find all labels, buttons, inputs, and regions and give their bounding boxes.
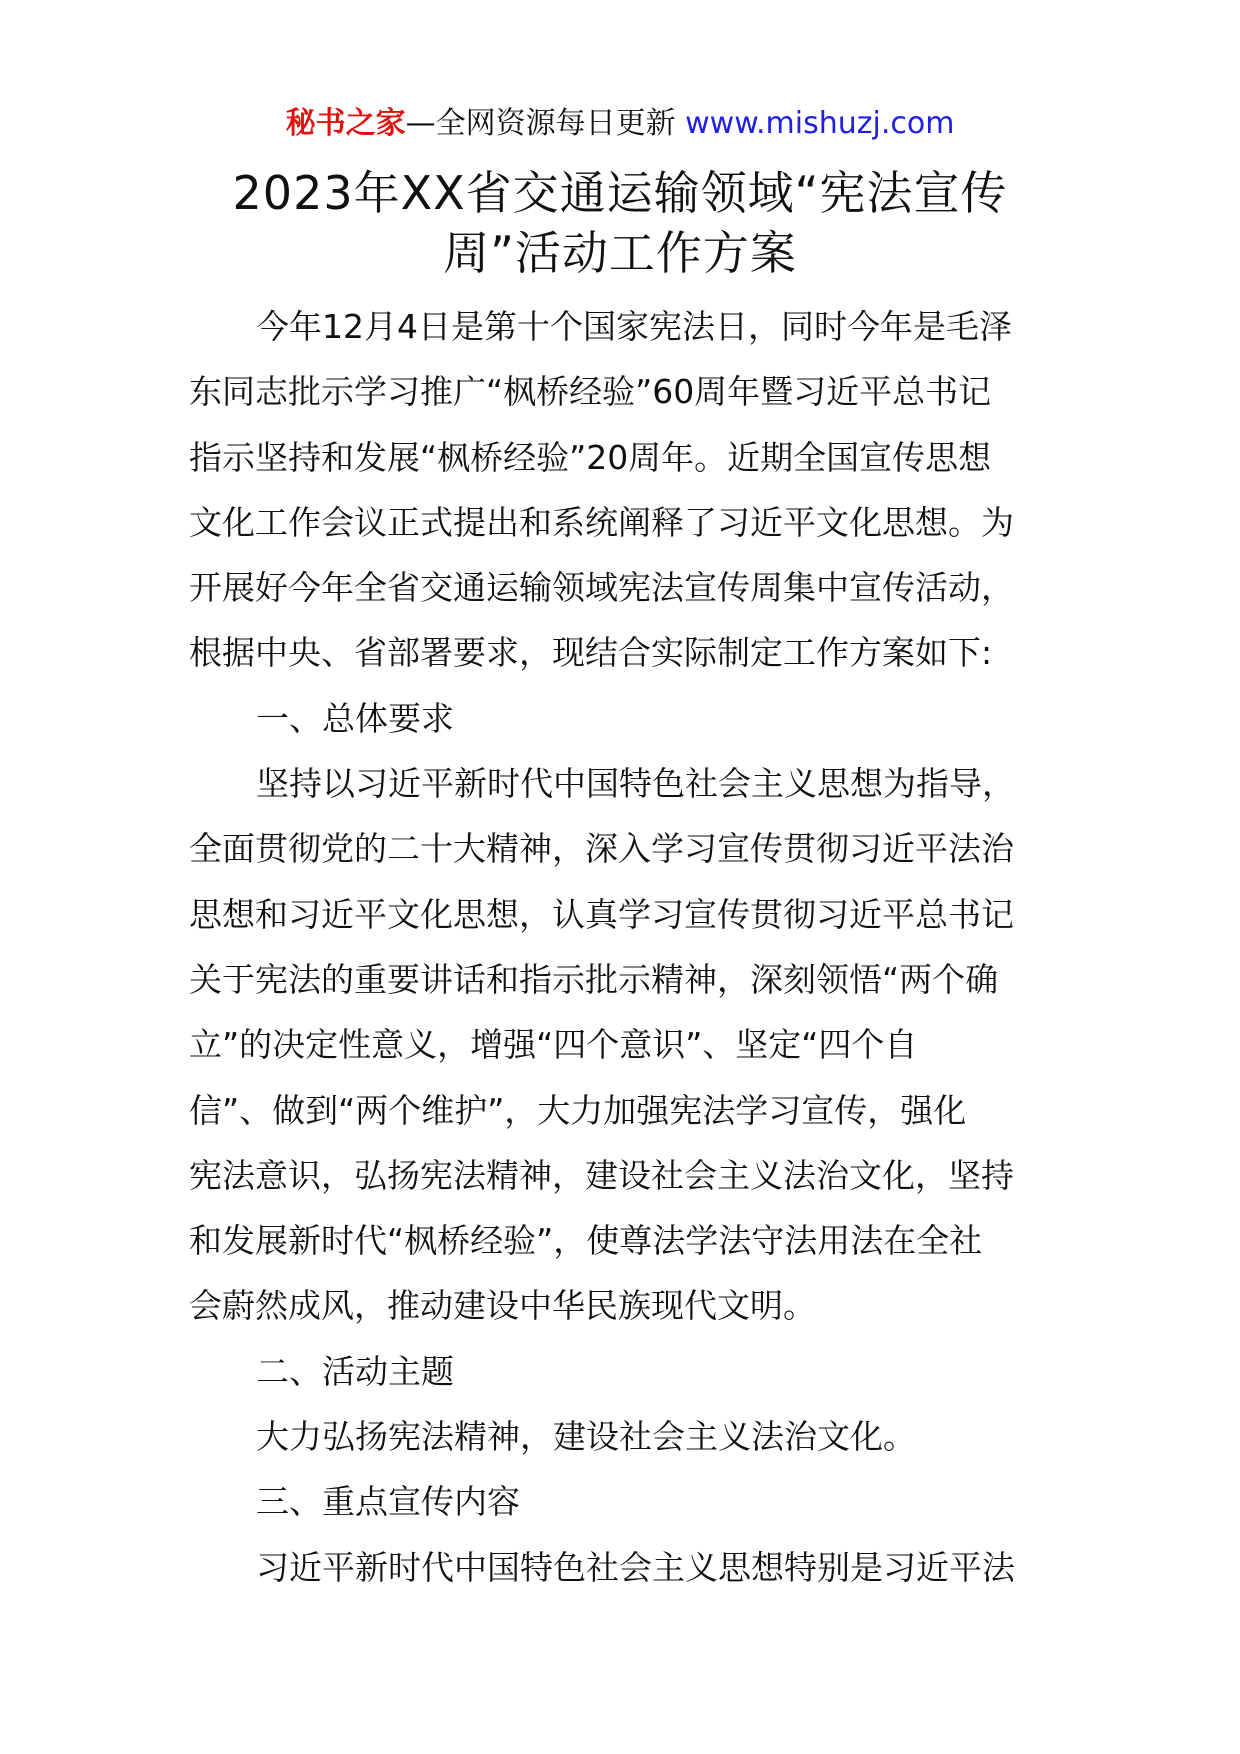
key-content-paragraph-line: 习近平新时代中国特色社会主义思想特别是习近平法 — [256, 1547, 1015, 1587]
requirements-paragraph-line: 坚持以习近平新时代中国特色社会主义思想为指导， — [256, 764, 1015, 804]
site-tagline: —全网资源每日更新 — [405, 106, 686, 141]
document-title-line-2: 周”活动工作方案 — [443, 226, 797, 280]
requirements-paragraph-line: 会蔚然成风，推动建设中华民族现代文明。 — [189, 1286, 816, 1326]
site-url-link[interactable]: www.mishuzj.com — [685, 106, 955, 141]
document-title — [150, 163, 1090, 283]
document-body — [189, 294, 1049, 1600]
requirements-paragraph-line: 信”、做到“两个维护”，大力加强宪法学习宣传，强化 — [189, 1090, 967, 1130]
section-heading-general-requirements: 一、总体要求 — [256, 698, 454, 738]
intro-paragraph-line: 文化工作会议正式提出和系统阐释了习近平文化思想。为 — [189, 502, 1014, 542]
document-title-line-1: 2023年XX省交通运输领域“宪法宣传 — [232, 166, 1008, 220]
requirements-paragraph-line: 宪法意识，弘扬宪法精神，建设社会主义法治文化，坚持 — [189, 1155, 1014, 1195]
theme-paragraph-line: 大力弘扬宪法精神，建设社会主义法治文化。 — [256, 1417, 916, 1457]
intro-paragraph-line: 开展好今年全省交通运输领域宪法宣传周集中宣传活动， — [189, 568, 1014, 608]
section-heading-activity-theme: 二、活动主题 — [256, 1351, 454, 1391]
requirements-paragraph-line: 全面贯彻党的二十大精神，深入学习宣传贯彻习近平法治 — [189, 829, 1014, 869]
intro-paragraph-line: 东同志批示学习推广“枫桥经验”60周年暨习近平总书记 — [189, 372, 992, 412]
intro-paragraph-line: 今年12月4日是第十个国家宪法日，同时今年是毛泽 — [256, 307, 1012, 346]
intro-paragraph-line: 指示坚持和发展“枫桥经验”20周年。近期全国宣传思想 — [189, 437, 992, 477]
section-heading-key-content: 三、重点宣传内容 — [256, 1482, 520, 1522]
site-brand-name: 秘书之家 — [285, 106, 406, 141]
site-header-banner — [0, 104, 1240, 144]
requirements-paragraph-line: 和发展新时代“枫桥经验”，使尊法学法守法用法在全社 — [189, 1221, 983, 1261]
requirements-paragraph-line: 思想和习近平文化思想，认真学习宣传贯彻习近平总书记 — [189, 894, 1014, 934]
requirements-paragraph-line: 立”的决定性意义，增强“四个意识”、坚定“四个自 — [189, 1025, 918, 1065]
requirements-paragraph-line: 关于宪法的重要讲话和指示批示精神，深刻领悟“两个确 — [189, 959, 999, 999]
intro-paragraph-line: 根据中央、省部署要求，现结合实际制定工作方案如下: — [189, 633, 993, 673]
